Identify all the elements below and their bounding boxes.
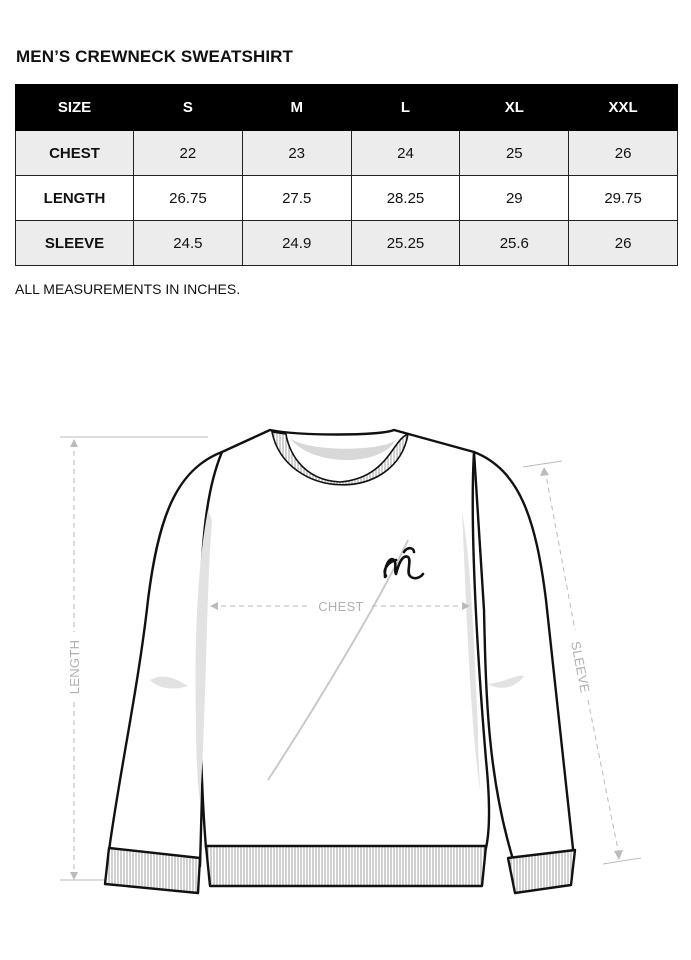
column-header: L xyxy=(351,85,460,131)
column-header: S xyxy=(134,85,243,131)
row-header: CHEST xyxy=(16,131,134,176)
table-header-row xyxy=(16,85,678,131)
sweatshirt-diagram xyxy=(0,330,691,960)
table-cell: 25 xyxy=(460,131,569,176)
table-cell: 29 xyxy=(460,176,569,221)
column-header: XXL xyxy=(569,85,678,131)
column-header: SIZE xyxy=(16,85,134,131)
table-cell: 24.5 xyxy=(134,221,243,266)
table-cell: 23 xyxy=(242,131,351,176)
table-cell: 27.5 xyxy=(242,176,351,221)
table-cell: 26 xyxy=(569,131,678,176)
row-header: SLEEVE xyxy=(16,221,134,266)
table-row xyxy=(16,221,678,266)
sleeve-label: SLEEVE xyxy=(568,639,593,695)
size-chart-table xyxy=(15,84,678,266)
table-cell: 28.25 xyxy=(351,176,460,221)
row-header: LENGTH xyxy=(16,176,134,221)
table-cell: 24.9 xyxy=(242,221,351,266)
sweatshirt-outline xyxy=(105,430,575,893)
table-cell: 26 xyxy=(569,221,678,266)
column-header: XL xyxy=(460,85,569,131)
table-cell: 24 xyxy=(351,131,460,176)
measurement-note: ALL MEASUREMENTS IN INCHES. xyxy=(15,281,241,297)
table-cell: 25.6 xyxy=(460,221,569,266)
table-row xyxy=(16,176,678,221)
table-cell: 22 xyxy=(134,131,243,176)
page-title: MEN’S CREWNECK SWEATSHIRT xyxy=(16,47,294,66)
table-cell: 26.75 xyxy=(134,176,243,221)
table-cell: 25.25 xyxy=(351,221,460,266)
table-row xyxy=(16,131,678,176)
table-cell: 29.75 xyxy=(569,176,678,221)
column-header: M xyxy=(242,85,351,131)
length-label: LENGTH xyxy=(67,639,82,695)
chest-label: CHEST xyxy=(318,599,364,614)
